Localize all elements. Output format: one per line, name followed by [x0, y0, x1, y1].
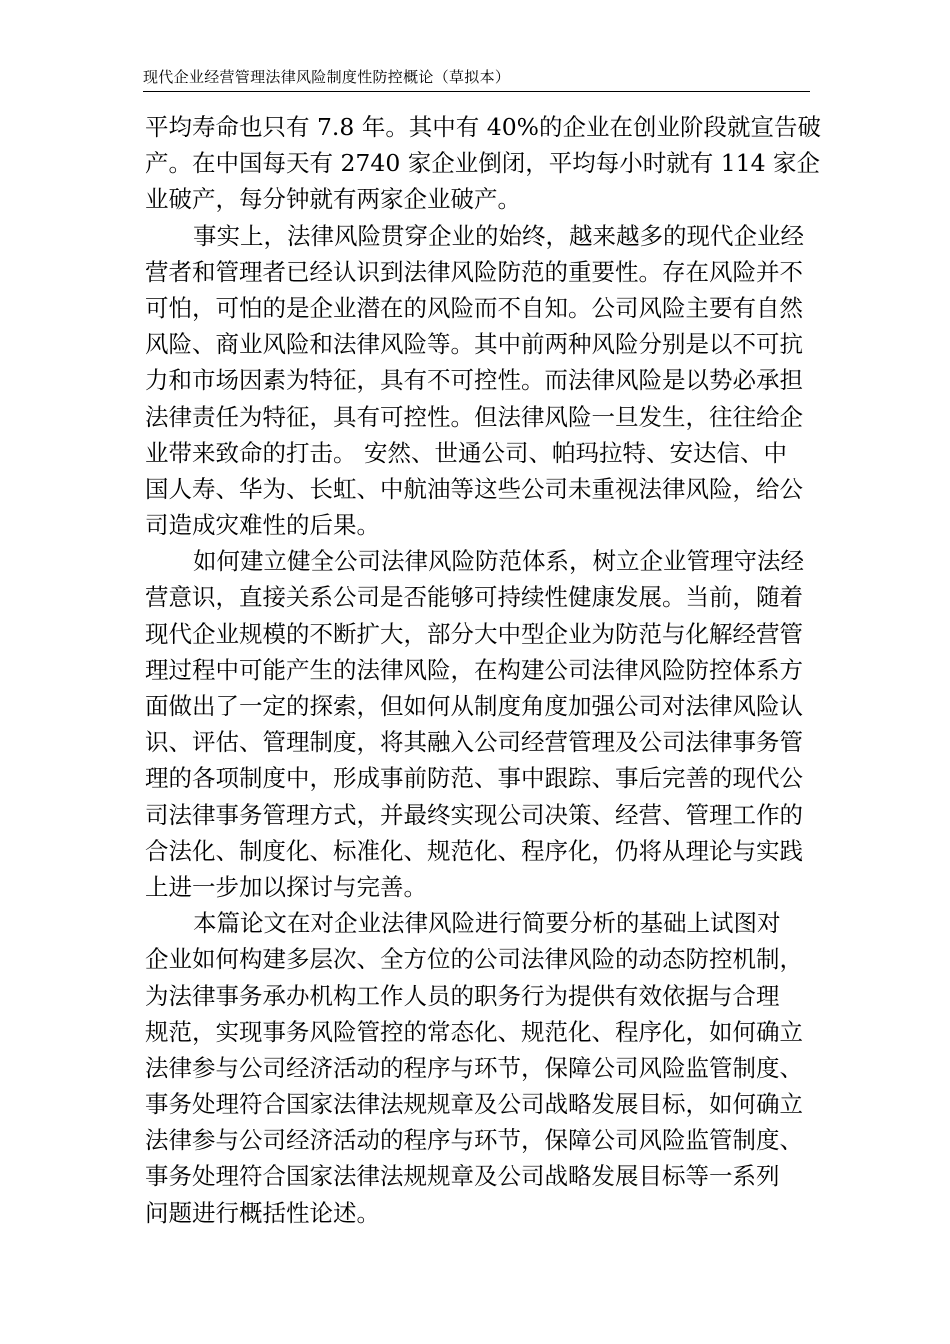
text-line: 企业如何构建多层次、全方位的公司法律风险的动态防控机制，	[145, 945, 803, 974]
text-line: 理过程中可能产生的法律风险，在构建公司法律风险防控体系方	[145, 655, 803, 684]
text-line: 事务处理符合国家法律法规规章及公司战略发展目标，如何确立	[145, 1090, 803, 1119]
text-line: 国人寿、华为、长虹、中航油等这些公司未重视法律风险，给公	[145, 474, 803, 503]
text-line: 平均寿命也只有 7.8 年。其中有 40%的企业在创业阶段就宣告破	[145, 113, 822, 141]
text-line: 营意识，直接关系公司是否能够可持续性健康发展。当前，随着	[145, 583, 803, 612]
text-line: 法律参与公司经济活动的程序与环节，保障公司风险监管制度、	[145, 1053, 803, 1082]
text-line: 规范，实现事务风险管控的常态化、规范化、程序化，如何确立	[145, 1017, 803, 1046]
text-line: 法律责任为特征，具有可控性。但法律风险一旦发生，往往给企	[145, 402, 803, 431]
text-line: 产。在中国每天有 2740 家企业倒闭，平均每小时就有 114 家企	[145, 149, 821, 178]
text-line: 事务处理符合国家法律法规规章及公司战略发展目标等一系列	[145, 1162, 780, 1191]
text-line: 现代企业规模的不断扩大，部分大中型企业为防范与化解经营管	[145, 619, 803, 648]
header-rule	[143, 91, 810, 92]
text-line: 可怕，可怕的是企业潜在的风险而不自知。公司风险主要有自然	[145, 293, 803, 322]
text-line: 业破产，每分钟就有两家企业破产。	[145, 185, 521, 214]
text-line: 司造成灾难性的后果。	[145, 511, 380, 540]
body-text	[145, 109, 822, 1231]
text-line: 风险、商业风险和法律风险等。其中前两种风险分别是以不可抗	[145, 330, 803, 359]
running-header: 现代企业经营管理法律风险制度性防控概论（草拟本）	[143, 68, 511, 86]
text-line: 合法化、制度化、标准化、规范化、程序化，仍将从理论与实践	[145, 836, 803, 865]
paragraph	[145, 218, 810, 544]
text-line: 业带来致命的打击。 安然、世通公司、帕玛拉特、安达信、中	[145, 438, 787, 467]
text-line: 理的各项制度中，形成事前防范、事中跟踪、事后完善的现代公	[145, 764, 803, 793]
text-line: 识、评估、管理制度，将其融入公司经营管理及公司法律事务管	[145, 728, 803, 757]
paragraph	[145, 109, 822, 218]
text-line: 问题进行概括性论述。	[145, 1198, 380, 1227]
text-line: 面做出了一定的探索，但如何从制度角度加强公司对法律风险认	[145, 692, 803, 720]
text-line: 本篇论文在对企业法律风险进行简要分析的基础上试图对	[193, 909, 781, 938]
paragraph	[145, 543, 810, 905]
paragraph	[145, 905, 810, 1231]
text-line: 为法律事务承办机构工作人员的职务行为提供有效依据与合理	[145, 981, 780, 1010]
text-line: 事实上，法律风险贯穿企业的始终，越来越多的现代企业经	[193, 221, 804, 250]
text-line: 如何建立健全公司法律风险防范体系，树立企业管理守法经	[193, 547, 804, 576]
text-line: 法律参与公司经济活动的程序与环节，保障公司风险监管制度、	[145, 1126, 803, 1155]
text-line: 营者和管理者已经认识到法律风险防范的重要性。存在风险并不	[145, 257, 803, 286]
text-line: 力和市场因素为特征，具有不可控性。而法律风险是以势必承担	[145, 366, 803, 395]
text-line: 司法律事务管理方式，并最终实现公司决策、经营、管理工作的	[145, 800, 803, 829]
text-line: 上进一步加以探讨与完善。	[145, 872, 427, 901]
